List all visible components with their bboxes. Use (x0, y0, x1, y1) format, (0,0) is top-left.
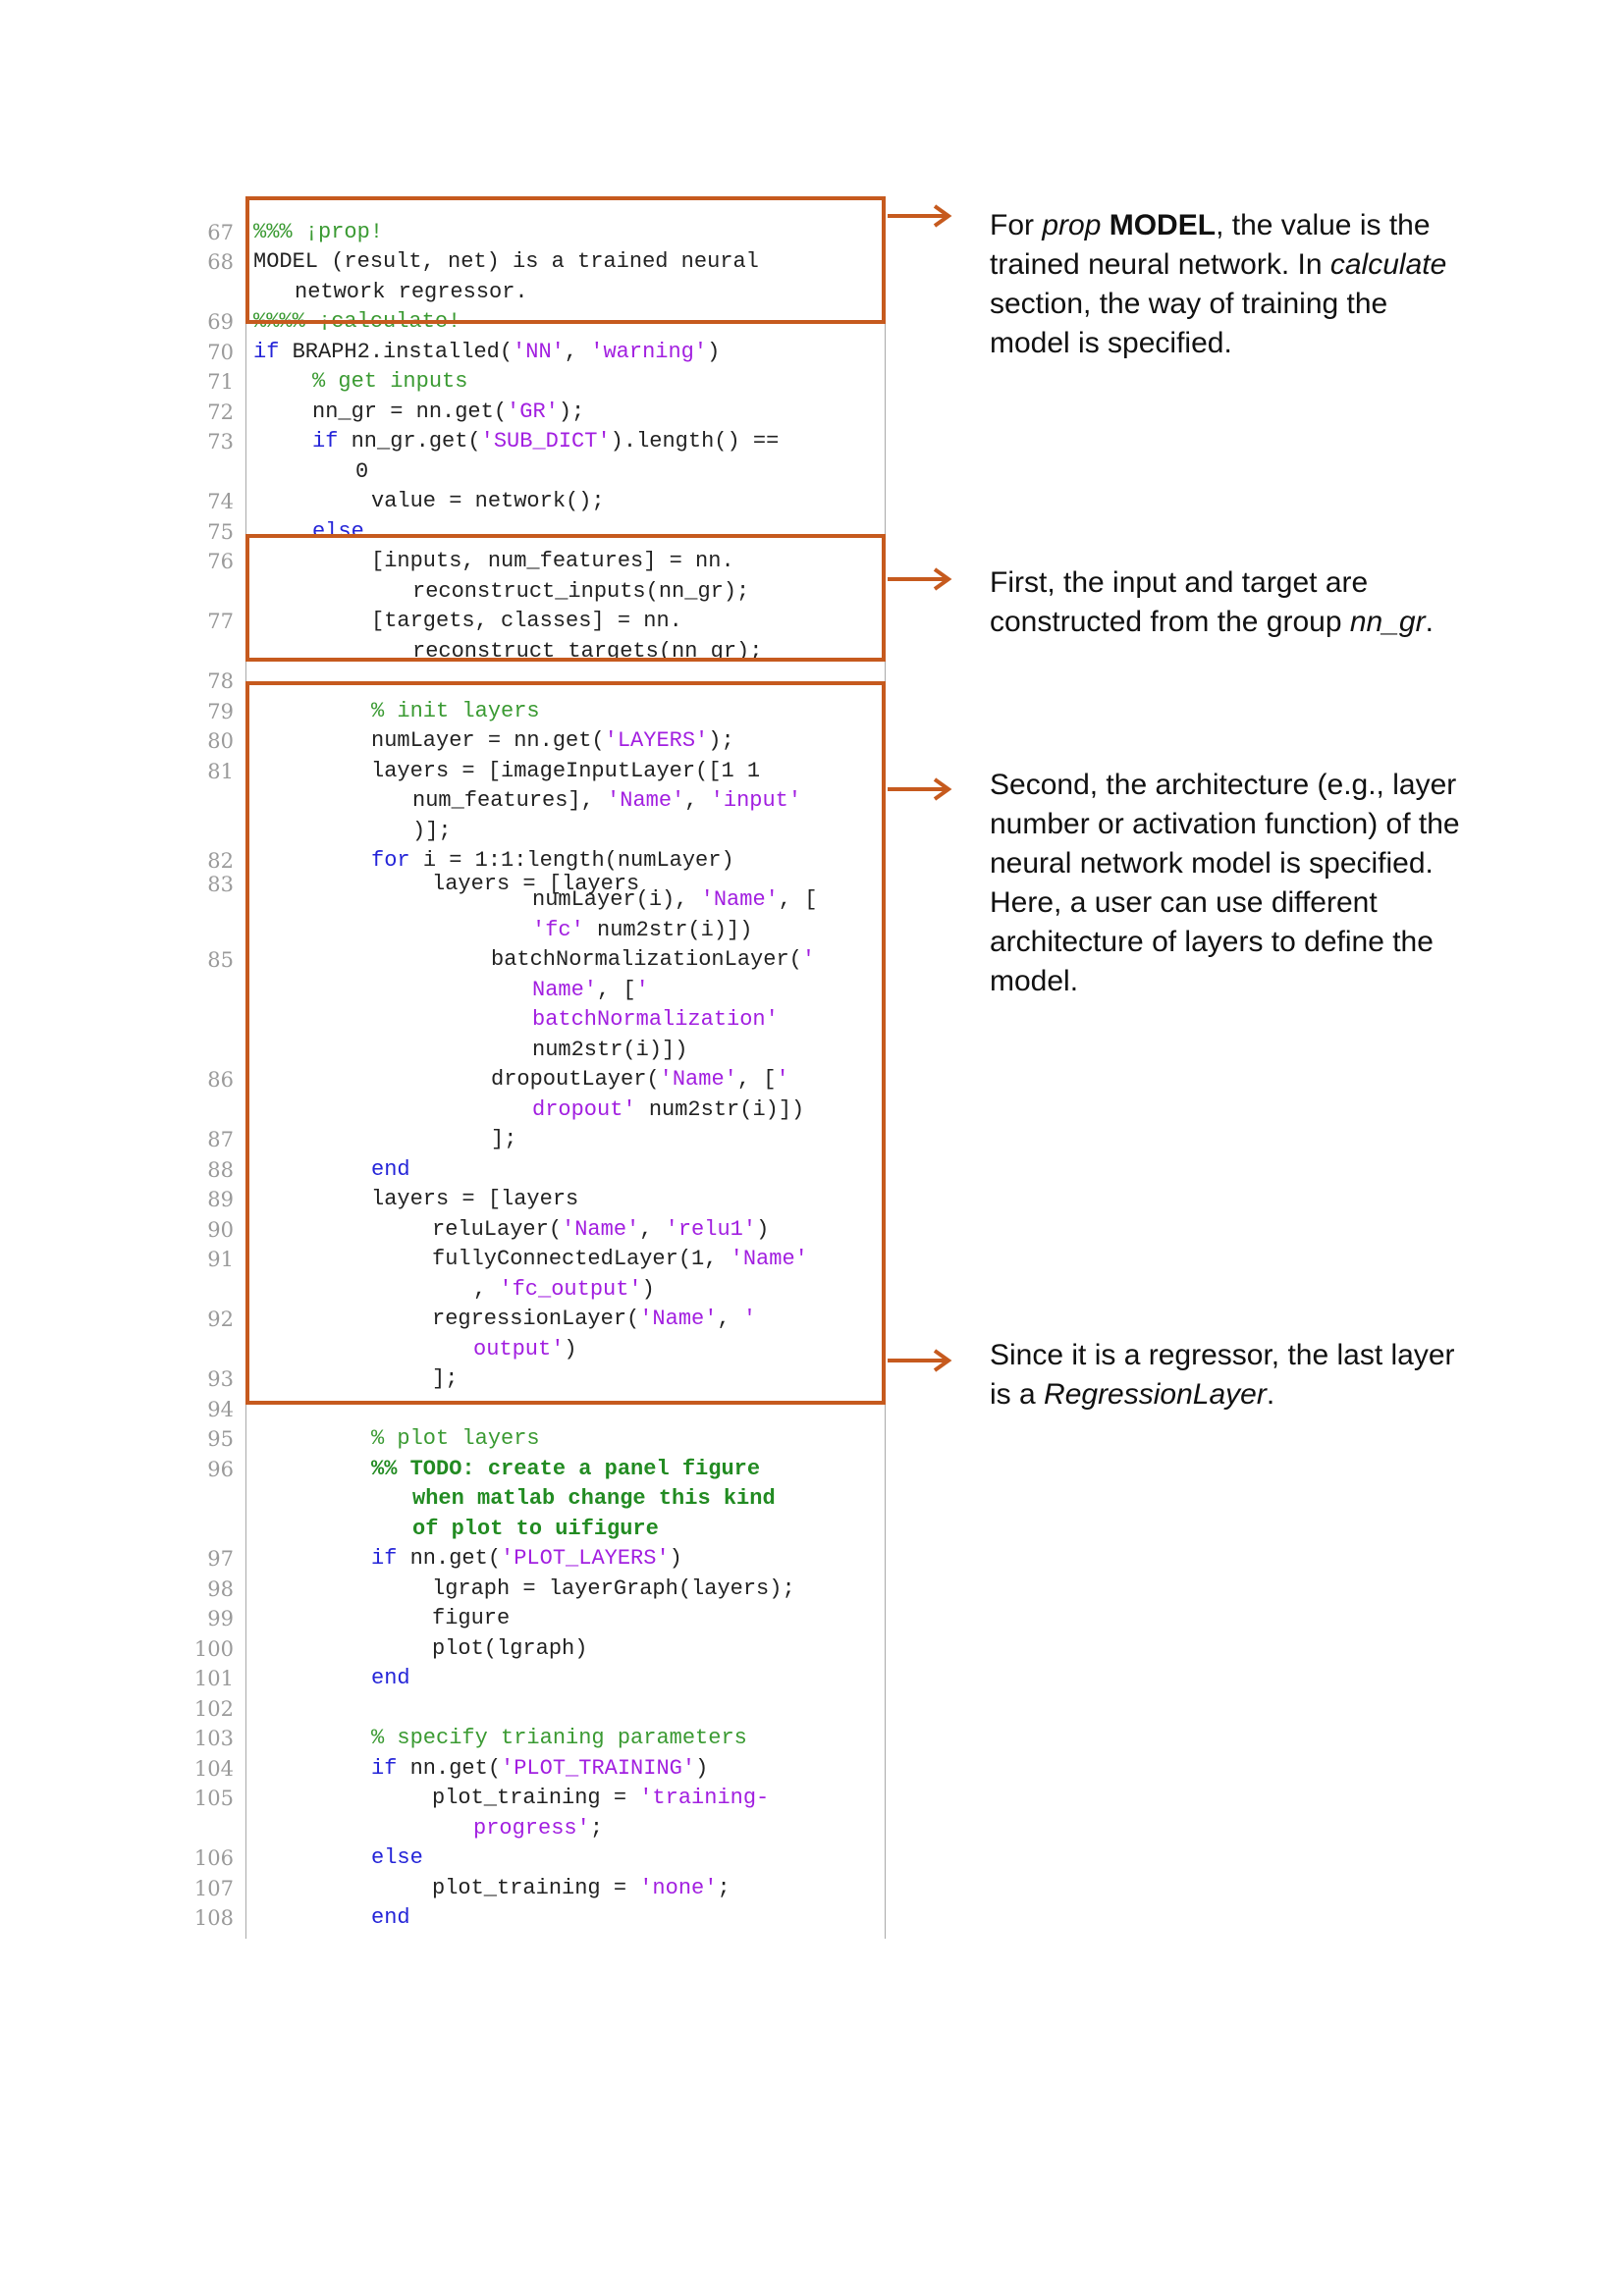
clipped-line-number: 83 (207, 873, 234, 896)
line-number: 80 (207, 729, 234, 753)
code-token: ' (776, 1067, 789, 1092)
code-token: value = network(); (371, 489, 605, 513)
line-number: 87 (207, 1128, 234, 1151)
annotation-fragment: Second, the architecture (e.g., layer number or activation function) of the neural network model is specified. Here, a user can use different architecture of layers to define the model. (990, 769, 1460, 997)
code-token: layers = [imageInputLayer([1 1 (371, 759, 761, 783)
code-token: when matlab change this kind (412, 1486, 776, 1511)
code-line (432, 1784, 769, 1813)
code-line (473, 1814, 603, 1843)
code-token: , (684, 788, 711, 813)
code-token: if (312, 429, 352, 454)
code-token: [targets, classes] = nn. (371, 609, 682, 633)
code-token: 'fc_output' (499, 1277, 642, 1302)
line-number: 78 (207, 669, 234, 693)
code-line (355, 457, 368, 487)
line-number: 82 (207, 849, 234, 873)
line-number: 100 (193, 1637, 234, 1661)
code-token: ); (558, 400, 585, 424)
code-token: layers = [layers (371, 1187, 579, 1211)
annotation-fragment: . (1266, 1378, 1275, 1411)
line-number: 108 (193, 1906, 234, 1930)
line-number: 73 (207, 430, 234, 454)
annotation-fragment: First, the input and target are constructed from the group (990, 566, 1369, 638)
line-number: 85 (207, 948, 234, 972)
code-token: % specify trianing parameters (371, 1726, 747, 1750)
line-number: 90 (207, 1218, 234, 1242)
annotation-text (990, 766, 1461, 1001)
code-token: 'SUB_DICT' (480, 429, 611, 454)
line-number: 95 (207, 1427, 234, 1451)
annotation-text (990, 563, 1461, 642)
code-line (371, 1724, 747, 1753)
code-line (371, 1903, 410, 1933)
line-number: 104 (193, 1757, 234, 1781)
code-line (371, 1754, 708, 1784)
code-token: ).length() == (610, 429, 780, 454)
line-number: 91 (207, 1248, 234, 1271)
annotation-fragment: For (990, 209, 1043, 241)
code-token: num2str(i)]) (532, 1038, 688, 1062)
code-token: %%% ¡prop! (253, 220, 384, 244)
code-token: fullyConnectedLayer(1, (432, 1247, 731, 1271)
code-token: batchNormalizationLayer( (491, 947, 802, 972)
code-token: [inputs, num_features] = nn. (371, 549, 734, 573)
code-token: ) (564, 1337, 577, 1362)
code-token: )]; (412, 819, 452, 843)
code-token: reconstruct_inputs(nn_gr); (412, 579, 750, 604)
code-token: progress' (473, 1816, 590, 1841)
code-token: , (717, 1307, 743, 1331)
code-token: nn_gr = nn.get( (312, 400, 508, 424)
code-token: , [ (597, 978, 636, 1002)
annotation-fragment: , the value is the trained neural network. In (990, 209, 1431, 281)
arrow-right-icon (888, 777, 952, 801)
code-token: plot(lgraph) (432, 1636, 588, 1661)
code-token: 'input' (710, 788, 802, 813)
code-token: 'Name' (700, 887, 779, 912)
line-number: 67 (207, 221, 234, 244)
line-number: 88 (207, 1158, 234, 1182)
code-line (412, 1484, 776, 1514)
code-token: ]; (491, 1127, 517, 1151)
code-token: plot_training = (432, 1876, 640, 1900)
line-number: 76 (207, 550, 234, 573)
code-token: nn.get( (409, 1756, 502, 1781)
line-number: 69 (207, 310, 234, 334)
code-token: 'training- (639, 1786, 770, 1810)
code-token: plot_training = (432, 1786, 640, 1810)
line-number: 107 (193, 1877, 234, 1900)
annotation-fragment: . (1425, 606, 1434, 638)
code-token: % get inputs (312, 369, 468, 394)
code-token: else (312, 519, 364, 544)
code-token: 'Name' (730, 1247, 808, 1271)
code-line (312, 367, 467, 397)
code-token: regressionLayer( (432, 1307, 640, 1331)
line-number: 81 (207, 760, 234, 783)
code-token: end (371, 1905, 410, 1930)
annotation-fragment: Since it is a regressor, the last layer is a (990, 1339, 1455, 1411)
clipped-code-line: layers = [layers (432, 872, 640, 896)
code-token: dropout' (532, 1097, 636, 1122)
code-token: 'LAYERS' (604, 728, 709, 753)
code-token: 'warning' (590, 340, 708, 364)
code-token: ) (695, 1756, 709, 1781)
code-token: MODEL (result, net) is a trained neural (253, 249, 759, 274)
code-token: ) (669, 1546, 682, 1571)
code-token: Name' (532, 978, 598, 1002)
line-number: 106 (193, 1846, 234, 1870)
code-token: 'Name' (659, 1067, 737, 1092)
code-line (371, 1424, 540, 1454)
arrow-right-icon (888, 204, 952, 228)
line-number: 101 (193, 1667, 234, 1690)
code-token: 'Name' (607, 788, 685, 813)
code-token: 'GR' (507, 400, 559, 424)
line-number: 97 (207, 1547, 234, 1571)
code-token: batchNormalization' (532, 1007, 779, 1032)
code-token: if (371, 1546, 410, 1571)
line-number: 86 (207, 1068, 234, 1092)
code-token: nn_gr.get( (351, 429, 481, 454)
code-token: ) (707, 340, 721, 364)
line-number: 99 (207, 1607, 234, 1630)
code-token: ' (801, 947, 816, 972)
code-token: 'none' (639, 1876, 718, 1900)
code-line (371, 1664, 410, 1693)
code-token: 'PLOT_TRAINING' (501, 1756, 696, 1781)
code-token: , (564, 340, 591, 364)
line-number: 105 (193, 1787, 234, 1810)
code-token: network regressor. (295, 280, 528, 304)
arrow-right-icon (888, 1349, 952, 1372)
annotation-text (990, 1336, 1461, 1415)
line-number: 103 (193, 1727, 234, 1750)
code-token: 'PLOT_LAYERS' (501, 1546, 670, 1571)
code-line (371, 1843, 423, 1873)
code-token: 'relu1' (665, 1217, 757, 1242)
code-token: num2str(i)]) (635, 1097, 805, 1122)
highlight-box-layers (245, 681, 886, 1405)
code-token: num2str(i)]) (583, 918, 753, 942)
annotation-text (990, 206, 1461, 363)
code-token: , (639, 1217, 666, 1242)
code-token: numLayer(i), (532, 887, 701, 912)
code-token: 'fc' (532, 918, 584, 942)
line-number: 71 (207, 370, 234, 394)
code-line (371, 1455, 760, 1484)
code-token: ) (756, 1217, 770, 1242)
code-token: lgraph = layerGraph(layers); (432, 1576, 795, 1601)
code-token: figure (432, 1606, 511, 1630)
line-number: 74 (207, 490, 234, 513)
code-token: % plot layers (371, 1426, 540, 1451)
code-token: BRAPH2.installed( (292, 340, 514, 364)
code-token: dropoutLayer( (491, 1067, 660, 1092)
line-number: 70 (207, 341, 234, 364)
code-token: , [ (736, 1067, 777, 1092)
code-token: , [ (778, 887, 818, 912)
code-token: ' (635, 978, 649, 1002)
annotation-fragment: RegressionLayer (1044, 1378, 1267, 1411)
code-token: , (473, 1277, 500, 1302)
code-token: num_features], (412, 788, 608, 813)
line-number: 93 (207, 1367, 234, 1391)
line-number: 72 (207, 400, 234, 424)
code-token: output' (473, 1337, 565, 1362)
annotation-fragment: section, the way of training the model is specified. (990, 288, 1388, 359)
code-token: reluLayer( (432, 1217, 563, 1242)
code-token: for (371, 848, 423, 873)
annotation-fragment: calculate (1329, 248, 1447, 281)
code-token: ]; (432, 1366, 459, 1391)
line-number: 89 (207, 1188, 234, 1211)
line-number: 77 (207, 610, 234, 633)
annotation-fragment: nn_gr (1349, 606, 1426, 638)
highlight-box-prop (245, 196, 886, 324)
line-number: 98 (207, 1577, 234, 1601)
code-token: of plot to uifigure (412, 1517, 659, 1541)
line-number: 92 (207, 1308, 234, 1331)
code-token: ; (717, 1876, 731, 1900)
code-line (371, 487, 605, 516)
arrow-right-icon (888, 567, 952, 591)
line-number: 94 (207, 1398, 234, 1421)
code-token: ) (641, 1277, 655, 1302)
code-line (312, 427, 779, 456)
line-number: 102 (193, 1697, 234, 1721)
line-number: 68 (207, 250, 234, 274)
code-token: ; (589, 1816, 604, 1841)
highlight-box-inputs (245, 534, 886, 662)
code-token: % init layers (371, 699, 540, 723)
code-token: 0 (355, 459, 369, 484)
code-token: end (371, 1157, 410, 1182)
code-line (432, 1575, 795, 1604)
code-token: numLayer = nn.get( (371, 728, 605, 753)
line-number: 96 (207, 1458, 234, 1481)
annotation-fragment: prop (1042, 209, 1102, 241)
code-token: 'NN' (513, 340, 565, 364)
annotation-fragment: MODEL (1101, 209, 1217, 241)
code-token: if (253, 340, 293, 364)
code-token: i = 1:1:length(numLayer) (422, 848, 734, 873)
code-token: 'Name' (562, 1217, 640, 1242)
code-line (312, 398, 584, 427)
code-line (412, 1515, 659, 1544)
code-line (432, 1874, 731, 1903)
line-number: 79 (207, 700, 234, 723)
code-token: reconstruct_targets(nn_gr); (412, 639, 763, 664)
code-line (253, 338, 720, 367)
code-line (432, 1634, 587, 1664)
code-line (432, 1604, 510, 1633)
line-number: 75 (207, 520, 234, 544)
code-token: ' (742, 1307, 757, 1331)
code-token: 'Name' (639, 1307, 718, 1331)
code-token: %%%% ¡calculate! (253, 309, 461, 334)
code-token: ); (708, 728, 734, 753)
code-line (371, 1544, 682, 1574)
code-token: %% TODO: create a panel figure (371, 1457, 761, 1481)
code-token: end (371, 1666, 410, 1690)
code-token: if (371, 1756, 410, 1781)
code-token: else (371, 1845, 423, 1870)
code-token: nn.get( (409, 1546, 502, 1571)
